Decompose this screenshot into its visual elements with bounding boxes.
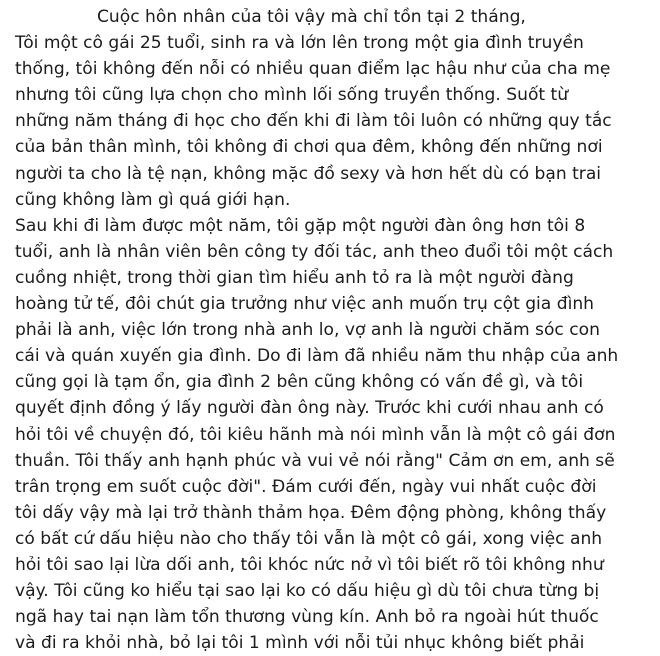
post-text-line: ngã hay tai nạn làm tổn thương vùng kín. Anh bỏ ra ngoài hút thuốc	[15, 607, 599, 628]
post-text-line: tuổi, anh là nhân viên bên công ty đối tác, anh theo đuổi tôi một cách	[15, 241, 614, 262]
post-text-line: Tôi một cô gái 25 tuổi, sinh ra và lớn lên trong một gia đình truyền	[15, 33, 584, 54]
post-text-line: cái và quán xuyến gia đình. Do đi làm đã nhiều năm thu nhập của anh	[15, 346, 619, 367]
post-text-line: có bất cứ dấu hiệu nào cho thấy tôi vẫn là một cô gái, xong việc anh	[15, 528, 603, 549]
post-text-line: người ta cho là tệ nạn, không mặc đồ sexy và hơn hết dù có bạn trai	[15, 163, 602, 184]
post-text-line: quyết định đồng ý lấy người đàn ông này. Trước khi cưới nhau anh có	[15, 398, 604, 419]
post-text-line: phải là anh, việc lớn trong nhà anh lo, vợ anh là người chăm sóc con	[15, 320, 600, 341]
post-text-line: những năm tháng đi học cho đến khi đi làm tôi luôn có những quy tắc	[15, 111, 612, 132]
post-text-line: cũng không làm gì quá giới hạn.	[15, 189, 291, 210]
post-text-line: thuần. Tôi thấy anh hạnh phúc và vui vẻ nói rằng" Cảm ơn em, anh sẽ	[15, 450, 615, 471]
post-text-line: hỏi tôi sao lại lừa dối anh, tôi khóc nức nở vì tôi biết rõ tôi không như	[15, 554, 604, 575]
post-text-line: thống, tôi không đến nỗi có nhiều quan điểm lạc hậu như của cha mẹ	[15, 59, 611, 80]
post-text-line: hỏi tôi về chuyện đó, tôi kiêu hãnh mà nói mình vẫn là một cô gái đơn	[15, 424, 616, 445]
post-text-line: của bản thân mình, tôi không đi chơi qua đêm, không đến những nơi	[15, 137, 603, 158]
post-text-line: và đi ra khỏi nhà, bỏ lại tôi 1 mình với nỗi tủi nhục không biết phải	[15, 633, 585, 654]
post-text-line: Sau khi đi làm được một năm, tôi gặp một người đàn ông hơn tôi 8	[15, 215, 586, 236]
post-text-line: nhưng tôi cũng lựa chọn cho mình lối sống truyền thống. Suốt từ	[15, 85, 569, 106]
post-text-line: vậy. Tôi cũng ko hiểu tại sao lại ko có dấu hiệu gì dù tôi chưa từng bị	[15, 581, 600, 602]
post-text-line: cũng gọi là tạm ổn, gia đình 2 bên cũng không có vấn đề gì, và tôi	[15, 372, 584, 393]
post-text-body	[15, 4, 655, 656]
post-title-line: Cuộc hôn nhân của tôi vậy mà chỉ tồn tại 2 tháng,	[97, 7, 526, 27]
post-text-line: cuồng nhiệt, trong thời gian tìm hiểu anh tỏ ra là một người đàng	[15, 267, 574, 288]
post-text-line: trân trọng em suốt cuộc đời". Đám cưới đến, ngày vui nhất cuộc đời	[15, 476, 597, 497]
post-text-line: hoàng tử tế, đôi chút gia trưởng như việc anh muốn trụ cột gia đình	[15, 294, 594, 315]
post-text-line: tôi dấy vậy mà lại trở thành thảm họa. Đêm động phòng, không thấy	[15, 502, 607, 523]
